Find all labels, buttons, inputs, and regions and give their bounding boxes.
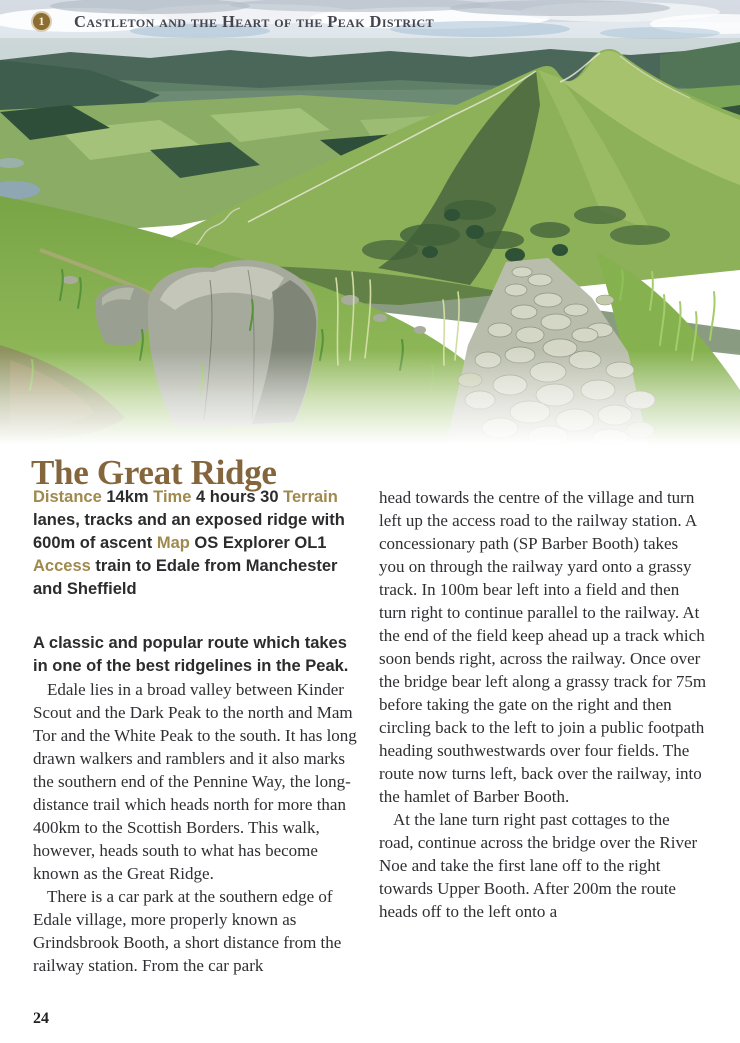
chapter-number: 1 — [38, 14, 45, 28]
info-value-terrain: lanes, tracks and an exposed ridge with 600m of ascent — [33, 511, 345, 552]
body-paragraph: Edale lies in a broad valley between Kinder Scout and the Dark Peak to the north and Mam Tor and the White Peak to the south. It has long drawn walkers and ramblers and it also marks the southern end of the Pennine Way, the long-distance trail which heads north for more than 400km to the Scottish Borders. This walk, however, heads south to what has become known as the Great Ridge. — [33, 680, 357, 883]
landscape-illustration — [0, 0, 740, 445]
info-value-access: train to Edale from Manchester and Sheffield — [33, 557, 338, 598]
info-label-access: Access — [33, 557, 91, 575]
info-label-time: Time — [153, 488, 192, 506]
intro-paragraph: A classic and popular route which takes in one of the best ridgelines in the Peak. — [33, 634, 349, 675]
body-paragraph: There is a car park at the southern edge of Edale village, more properly known as Grindsbrook Booth, a short distance from the railway station. From the car park — [33, 887, 342, 975]
info-value-map: OS Explorer OL1 — [194, 534, 327, 552]
info-label-map: Map — [156, 534, 190, 552]
chapter-title: Castleton and the Heart of the Peak District — [74, 11, 434, 31]
body-columns — [33, 486, 707, 977]
body-paragraph: At the lane turn right past cottages to the road, continue across the bridge over the River Noe and take the first lane off to the right towards Upper Booth. After 200m the route heads off to the left onto a — [379, 810, 698, 921]
info-value-distance: 14km — [106, 488, 149, 506]
right-column — [379, 486, 707, 977]
chapter-number-badge — [31, 11, 52, 32]
left-column — [33, 486, 361, 977]
info-value-time: 4 hours 30 — [195, 488, 279, 506]
info-block — [33, 486, 361, 601]
body-paragraph: head towards the centre of the village and turn left up the access road to the railway station. A concessionary path (SP Barber Booth) takes you on through the railway yard onto a grassy track. In 100m bear left into a field and then turn right to continue parallel to the railway. At the end of the field keep ahead up a track which soon bends right, across the railway. Once over the bridge bear left along a grassy track for 75m before taking the gate on the right and then circling back to the left to join a public footpath heading southwestwards over four fields. The route now turns left, back over the railway, into the hamlet of Barber Booth. — [379, 488, 707, 806]
page-title: The Great Ridge — [31, 453, 277, 493]
hero-photo — [0, 0, 740, 445]
info-label-distance: Distance — [33, 488, 102, 506]
page-number: 24 — [33, 1010, 49, 1027]
info-label-terrain: Terrain — [283, 488, 338, 506]
chapter-header — [31, 11, 434, 32]
photo-fade — [0, 350, 740, 445]
